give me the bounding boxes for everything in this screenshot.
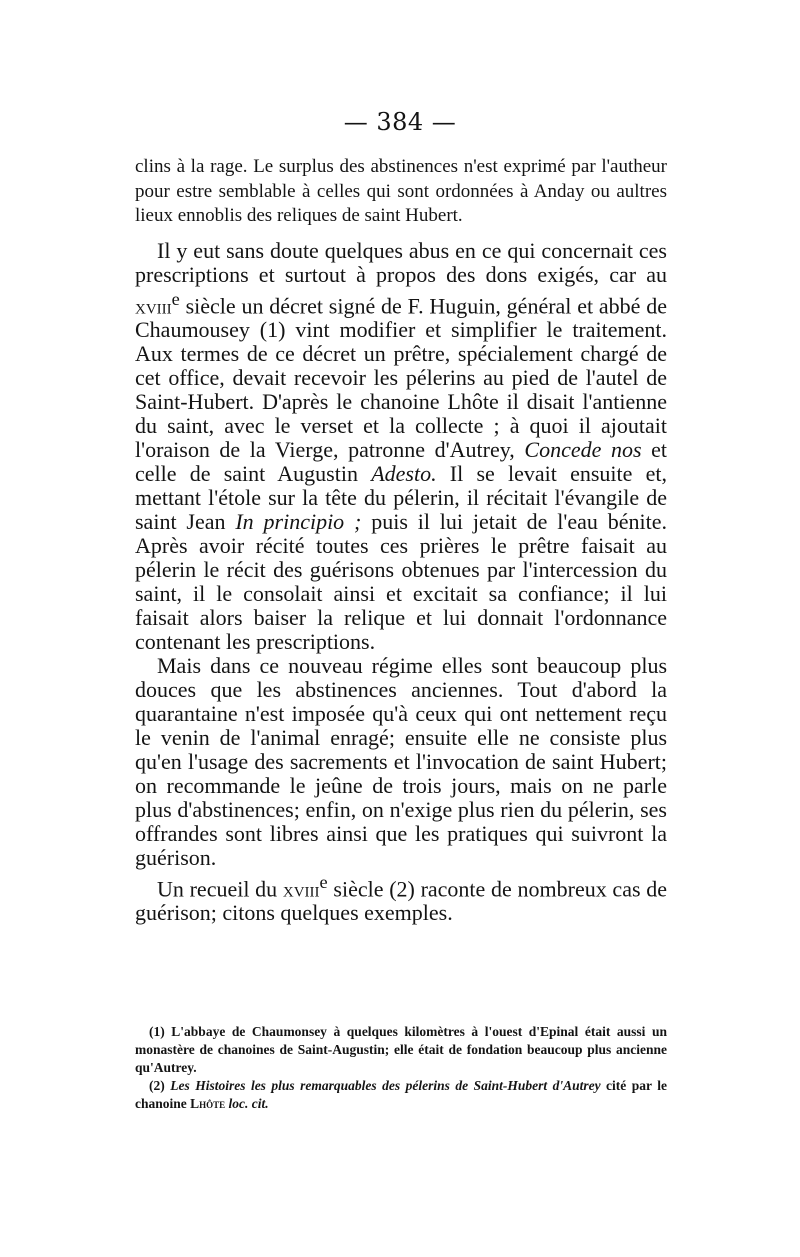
page-number: — 384 —: [343, 108, 457, 136]
century-suffix-2: e: [319, 871, 328, 892]
main-text: [135, 155, 667, 925]
paragraph-3: [135, 870, 667, 925]
century-suffix: e: [171, 288, 180, 309]
p3-text-a: Un recueil du: [157, 876, 283, 902]
century-numeral: xviii: [135, 292, 172, 318]
paragraph-2: Mais dans ce nouveau régime elles sont beaucoup plus douces que les abstinences anciennes. Tout d'abord la quarantaine n'est imposée qu'à ceux qui ont nettement reçu le venin de l'animal enragé; ensuite elle ne consiste plus qu'en l'usage des sacrements et l'invocation de saint Hubert; on recommande le jeûne de trois jours, mais on ne parle plus d'abstinences; enfin, on n'exige plus rien du pélerin, ses offrandes sont libres ainsi que les pratiques qui suivront la guérison.: [135, 652, 667, 870]
latin-concede-nos: Concede nos: [524, 436, 642, 462]
fn2-loc-cit: loc. cit.: [228, 1096, 269, 1111]
footnote-2: [135, 1077, 667, 1113]
latin-in-principio: In principio ;: [235, 508, 362, 534]
century-numeral-2: xviii: [282, 876, 320, 902]
fn2-text: cité par le chanoine: [135, 1078, 667, 1111]
p1-text-d: Il se levait ensuite et, mettant l'étole sur la tête du pélerin, il récitait l'évangile de saint Jean: [135, 460, 668, 534]
fn2-marker: (2): [149, 1078, 171, 1093]
p1-text-c: et celle de saint Augustin: [135, 436, 667, 486]
footnote-1: (1) L'abbaye de Chaumonsey à quelques kilomètres à l'ouest d'Epinal était aussi un monastère de chanoines de Saint-Augustin; elle était de fondation beaucoup plus ancienne qu'Autrey.: [135, 1024, 667, 1075]
lead-paragraph: clins à la rage. Le surplus des abstinences n'est exprimé par l'autheur pour estre semblable à celles qui sont ordonnées à Anday ou aultres lieux ennoblis des reliques de saint Hubert.: [135, 156, 667, 226]
p3-text-b: siècle (2) raconte de nombreux cas de guérison; citons quelques exemples.: [135, 876, 667, 926]
fn2-title: Les Histoires les plus remarquables des pélerins de Saint-Hubert d'Autrey: [170, 1078, 601, 1093]
paragraph-1: [135, 239, 667, 654]
p1-text-b: siècle un décret signé de F. Huguin, général et abbé de Chaumousey (1) vint modifier et simplifier le traitement. Aux termes de ce décret un prêtre, spécialement chargé de cet office, devait recevoir les pélerins au pied de l'autel de Saint-Hubert. D'après le chanoine Lhôte il disait l'antienne du saint, avec le verset et la collecte ; à quoi il ajoutait l'oraison de la Vierge, patronne d'Autrey,: [135, 292, 667, 462]
p1-text-a: Il y eut sans doute quelques abus en ce qui concernait ces prescriptions et surtout à propos des dons exigés, car au: [135, 237, 667, 287]
fn2-author: Lhôte: [190, 1096, 226, 1111]
p1-text-e: puis il lui jetait de l'eau bénite. Après avoir récité toutes ces prières le prêtre faisait au pélerin le récit des guérisons obtenues par l'intercession du saint, il le consolait ainsi et excitait sa confiance; il lui faisait alors baiser la relique et lui donnait l'ordonnance contenant les prescriptions.: [135, 508, 667, 654]
latin-adesto: Adesto.: [371, 460, 437, 486]
footnotes: [135, 1023, 667, 1113]
